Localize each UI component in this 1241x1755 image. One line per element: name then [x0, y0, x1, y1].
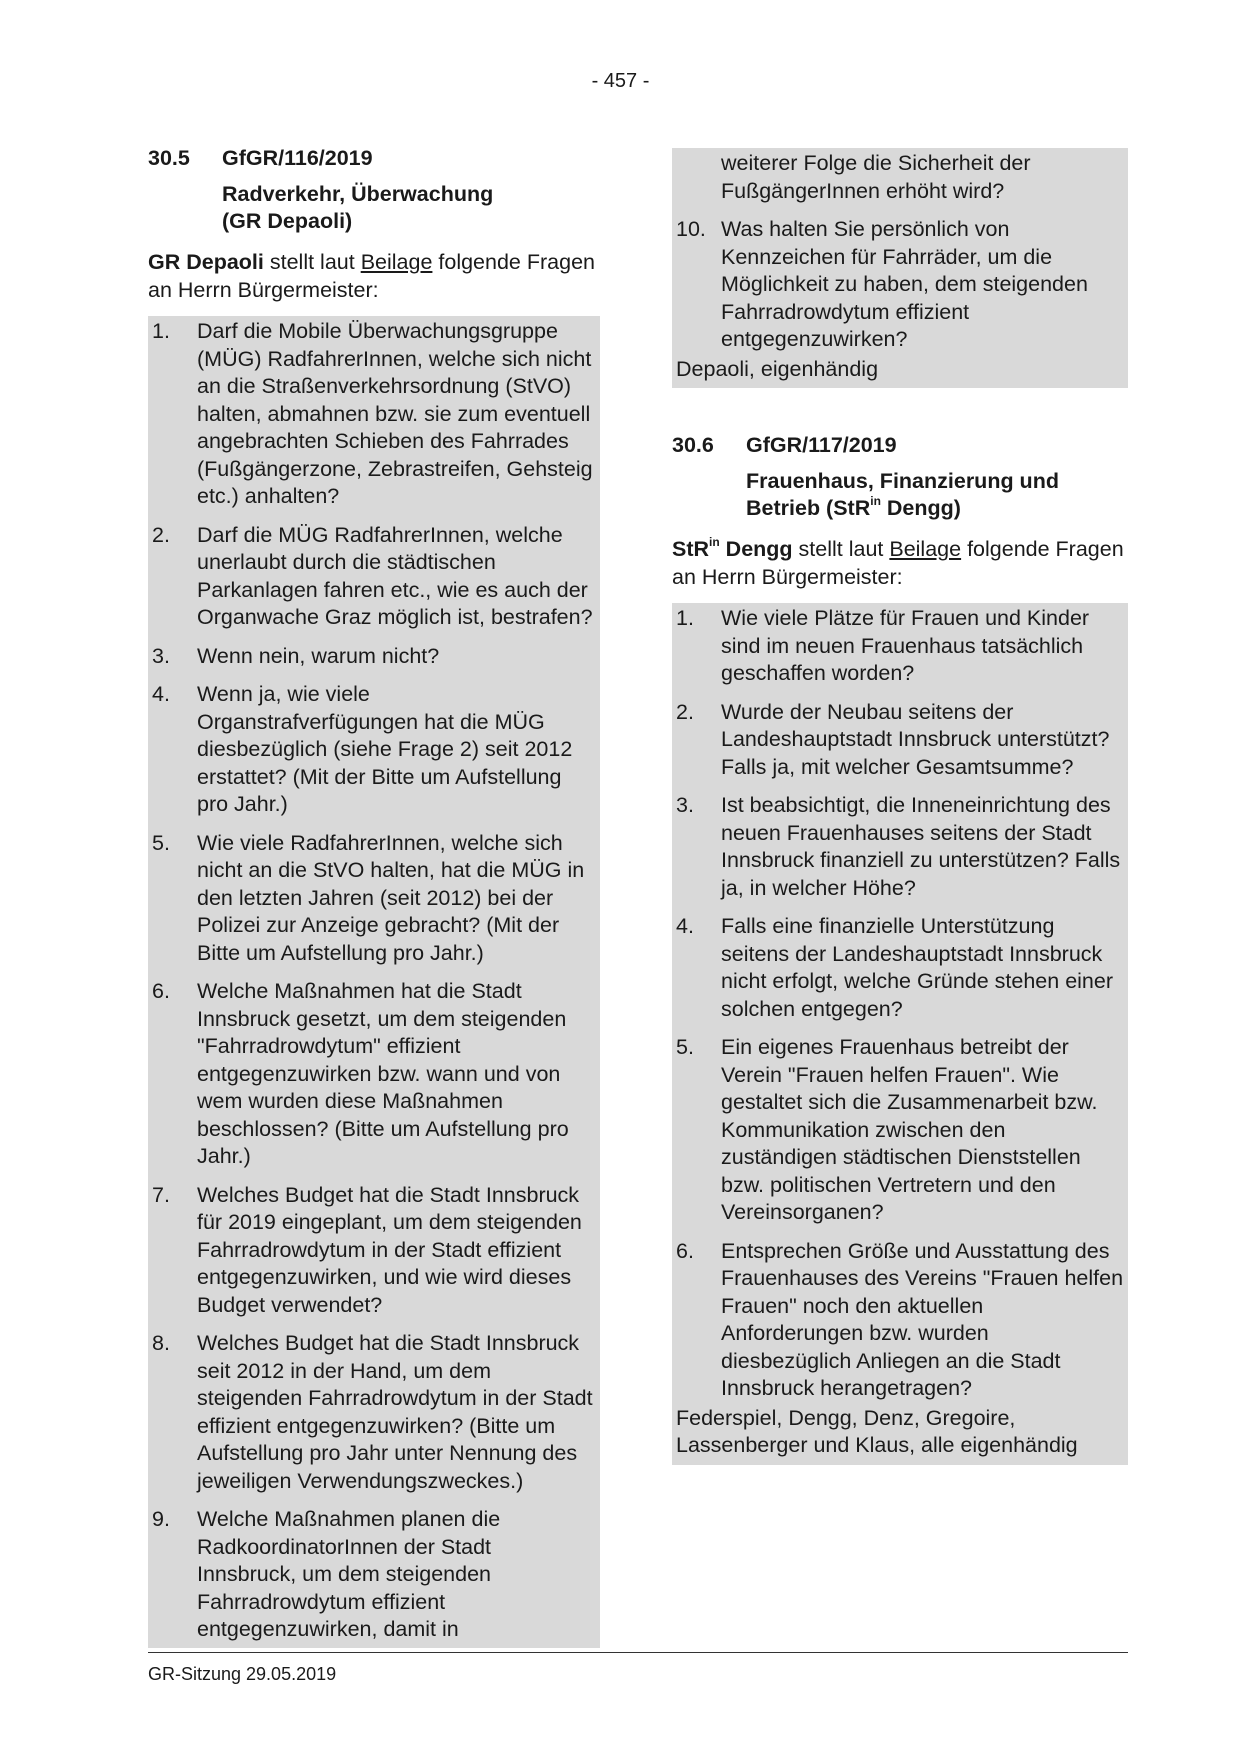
question-number: 6. [152, 979, 170, 1003]
section-number: 30.5 [148, 146, 190, 170]
question-number: 8. [152, 1331, 170, 1355]
section-heading-30-6 [672, 432, 1128, 458]
section-number: 30.6 [672, 433, 714, 457]
question-text: Welche Maßnahmen planen die RadkoordinatorInnen der Stadt Innsbruck, um dem steigenden Fahrradrowdytum effizient entgegenzuwirken, damit in [197, 1507, 501, 1641]
question-number: 1. [676, 606, 694, 630]
question-item [152, 643, 596, 671]
question-text: Darf die Mobile Überwachungsgruppe (MÜG) RadfahrerInnen, welche sich nicht an die Straßenverkehrsordnung (StVO) halten, abmahnen bzw. sie zum eventuell angebrachten Schieben des Fahrrades (Fußgängerzone, Zebrastreifen, Gehsteig etc.) anhalten? [197, 319, 593, 508]
question-number: 7. [152, 1182, 170, 1207]
question-text: weiterer Folge die Sicherheit der FußgängerInnen erhöht wird? [721, 151, 1031, 203]
section-title [222, 181, 600, 235]
question-text: Entsprechen Größe und Ausstattung des Frauenhauses des Vereins "Frauen helfen Frauen" noch den aktuellen Anforderungen bzw. wurden diesbezüglich Anliegen an die Stadt Innsbruck herangetragen? [721, 1238, 1124, 1400]
question-item [676, 1034, 1124, 1227]
question-number: 2. [152, 522, 170, 547]
question-text: Was halten Sie persönlich von Kennzeichen für Fahrräder, um die Möglichkeit zu haben, dem steigenden Fahrradrowdytum effizient entgegenzuwirken? [721, 217, 1088, 351]
question-item [676, 699, 1124, 782]
left-column [148, 145, 600, 1648]
question-item [152, 1330, 596, 1495]
signature: Depaoli, eigenhändig [676, 356, 879, 381]
title-line: Frauenhaus, Finanzierung und [746, 469, 1059, 493]
signature: Federspiel, Dengg, Denz, Gregoire, Lassenberger und Klaus, alle eigenhändig [676, 1405, 1078, 1457]
question-item [676, 792, 1124, 902]
question-number: 4. [676, 914, 694, 938]
beilage-link[interactable]: Beilage [889, 537, 962, 561]
question-item [676, 150, 1124, 205]
question-number: 10. [676, 217, 706, 241]
question-number: 6. [676, 1238, 694, 1263]
question-text: Wie viele RadfahrerInnen, welche sich nicht an die StVO halten, hat die MÜG in den letzten Jahren (seit 2012) bei der Polizei zur Anzeige gebracht? (Mit der Bitte um Aufstellung pro Jahr.) [197, 830, 585, 965]
question-number: 2. [676, 699, 694, 724]
question-item [676, 605, 1124, 688]
beilage-link[interactable]: Beilage [360, 250, 433, 274]
question-text: Wenn nein, warum nicht? [197, 643, 440, 668]
question-text: Welche Maßnahmen hat die Stadt Innsbruck gesetzt, um dem steigenden "Fahrradrowdytum" effizient entgegenzuwirken bzw. wann und von wem wurden diese Maßnahmen beschlossen? (Bitte um Aufstellung pro Jahr.) [197, 979, 569, 1168]
question-number: 1. [152, 319, 170, 343]
question-text: Ein eigenes Frauenhaus betreibt der Verein "Frauen helfen Frauen". Wie gestaltet sich die Zusammenarbeit bzw. Kommunikation zwischen den zuständigen städtischen Dienststellen bzw. politischen Vertretern und den Vereinsorganen? [721, 1035, 1098, 1224]
question-text: Wie viele Plätze für Frauen und Kinder sind im neuen Frauenhaus tatsächlich geschaffen worden? [721, 606, 1090, 685]
author-name: GR Depaoli [148, 250, 264, 274]
question-list [148, 316, 600, 1648]
question-text: Welches Budget hat die Stadt Innsbruck für 2019 eingeplant, um dem steigenden Fahrradrowdytum in der Stadt effizient entgegenzuwirken, und wie wird dieses Budget verwendet? [197, 1182, 582, 1317]
question-number: 3. [152, 643, 170, 668]
title-line: Radverkehr, Überwachung [222, 182, 494, 206]
section-code: GfGR/116/2019 [222, 146, 373, 170]
question-number: 5. [152, 830, 170, 855]
title-line: Betrieb (StR$^{in}$ Dengg) [746, 493, 961, 520]
question-text: Ist beabsichtigt, die Inneneinrichtung des neuen Frauenhauses seitens der Stadt Innsbruck finanziell zu unterstützen? Falls ja, in welcher Höhe? [721, 793, 1121, 900]
question-item [152, 1182, 596, 1320]
question-item [676, 1238, 1124, 1403]
question-text: Welches Budget hat die Stadt Innsbruck seit 2012 in der Hand, um dem steigenden Fahrradrowdytum in der Stadt effizient entgegenzuwirken? (Bitte um Aufstellung pro Jahr unter Nennung des jeweiligen Verwendungszweckes.) [197, 1331, 593, 1493]
question-list [672, 603, 1128, 1465]
intro-paragraph: GR Depaoli stellt laut Beilage folgende Fragen an Herrn Bürgermeister: [148, 250, 595, 302]
question-number: 5. [676, 1035, 694, 1059]
question-text: Falls eine finanzielle Unterstützung seitens der Landeshauptstadt Innsbruck nicht erfolgt, welche Gründe stehen einer solchen entgegen? [721, 914, 1114, 1021]
right-column [672, 148, 1128, 1465]
question-item [152, 830, 596, 968]
question-number: 9. [152, 1507, 170, 1531]
page-number: - 457 - [591, 70, 650, 92]
section-code: GfGR/117/2019 [746, 433, 897, 457]
section-title [746, 468, 1128, 522]
section-heading-30-5 [148, 145, 600, 171]
question-text: Wenn ja, wie viele Organstrafverfügungen hat die MÜG diesbezüglich (siehe Frage 2) seit 2012 erstattet? (Mit der Bitte um Aufstellung pro Jahr.) [197, 682, 573, 816]
question-number: 4. [152, 682, 170, 706]
question-number [676, 150, 721, 205]
intro-paragraph: StR$^{in}$ Dengg stellt laut Beilage folgende Fragen an Herrn Bürgermeister: [672, 534, 1124, 589]
question-item [152, 1506, 596, 1644]
question-item [152, 681, 596, 819]
question-list-continuation [672, 148, 1128, 388]
question-text: Wurde der Neubau seitens der Landeshauptstadt Innsbruck unterstützt? Falls ja, mit welcher Gesamtsumme? [721, 699, 1110, 779]
footer-divider [148, 1652, 1128, 1653]
title-line: (GR Depaoli) [222, 209, 353, 233]
question-item [152, 978, 596, 1171]
question-item [152, 318, 596, 511]
question-text: Darf die MÜG RadfahrerInnen, welche unerlaubt durch die städtischen Parkanlagen fahren etc., wie es auch der Organwache Graz möglich ist, bestrafen? [197, 522, 593, 629]
question-item [676, 913, 1124, 1023]
question-number: 3. [676, 793, 694, 817]
author-name: StR$^{in}$ Dengg [672, 534, 793, 561]
question-item [676, 216, 1124, 354]
question-item [152, 522, 596, 632]
footer-date: GR-Sitzung 29.05.2019 [148, 1664, 337, 1684]
